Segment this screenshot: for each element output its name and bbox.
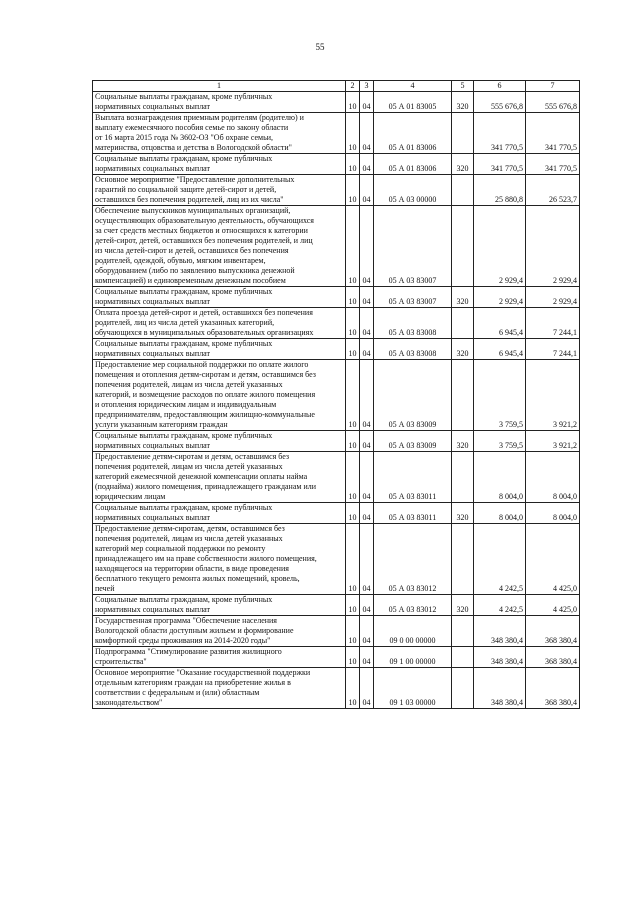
table-row (93, 668, 580, 709)
row-description-text: Социальные выплаты гражданам, кроме публичных нормативных социальных выплат (95, 339, 273, 358)
row-description-text: Социальные выплаты гражданам, кроме публичных нормативных социальных выплат (95, 287, 273, 306)
row-expense-type (452, 175, 474, 206)
row-subsection: 04 (360, 431, 374, 452)
header-cell-3: 3 (360, 81, 374, 92)
table-body (93, 81, 580, 709)
row-section: 10 (346, 308, 360, 339)
row-description (93, 206, 346, 287)
row-subsection: 04 (360, 503, 374, 524)
row-description (93, 647, 346, 668)
row-section: 10 (346, 154, 360, 175)
row-description-text: Подпрограмма "Стимулирование развития жилищного строительства" (95, 647, 282, 666)
row-description-text: Государственная программа "Обеспечение населения Вологодской области доступным жильем и формирование комфортной среды проживания на 2014-2020 годы" (95, 616, 294, 645)
row-section: 10 (346, 206, 360, 287)
row-description-text: Оплата проезда детей-сирот и детей, оставшихся без попечения родителей, лиц из числа детей указанных категорий, обучающихся в муниципальных образовательных организациях (95, 308, 314, 337)
row-section: 10 (346, 339, 360, 360)
row-expense-type (452, 206, 474, 287)
row-amount-col7: 2 929,4 (526, 206, 580, 287)
table-row (93, 595, 580, 616)
row-expense-type (452, 360, 474, 431)
row-amount-col6: 348 380,4 (474, 668, 526, 709)
row-description (93, 308, 346, 339)
row-amount-col6: 555 676,8 (474, 92, 526, 113)
row-target-code: 05 А 01 83006 (374, 113, 452, 154)
row-subsection: 04 (360, 595, 374, 616)
table-row (93, 206, 580, 287)
row-description (93, 339, 346, 360)
row-section: 10 (346, 113, 360, 154)
row-description (93, 503, 346, 524)
table-row (93, 452, 580, 503)
row-description-text: Социальные выплаты гражданам, кроме публичных нормативных социальных выплат (95, 154, 273, 173)
row-section: 10 (346, 503, 360, 524)
row-subsection: 04 (360, 206, 374, 287)
table-row (93, 287, 580, 308)
row-section: 10 (346, 595, 360, 616)
row-target-code: 05 А 03 83009 (374, 431, 452, 452)
row-description (93, 154, 346, 175)
row-target-code: 09 0 00 00000 (374, 616, 452, 647)
row-expense-type: 320 (452, 154, 474, 175)
row-section: 10 (346, 360, 360, 431)
row-description-text: Предоставление детям-сиротам и детям, оставшимся без попечения родителей, лицам из числа детей указанных категорий ежемесячной денежной компенсации оплаты найма (поднайма) жилого помещения, принадлежащего гражданам или юридическим лицам (95, 452, 317, 501)
table-header-row (93, 81, 580, 92)
row-amount-col7: 368 380,4 (526, 616, 580, 647)
page-number: 55 (315, 42, 325, 52)
row-expense-type: 320 (452, 339, 474, 360)
row-amount-col7: 8 004,0 (526, 452, 580, 503)
row-description (93, 431, 346, 452)
table-row (93, 647, 580, 668)
row-section: 10 (346, 92, 360, 113)
row-target-code: 05 А 03 83011 (374, 452, 452, 503)
row-description (93, 175, 346, 206)
row-subsection: 04 (360, 339, 374, 360)
row-amount-col6: 25 880,8 (474, 175, 526, 206)
table-row (93, 175, 580, 206)
row-amount-col6: 8 004,0 (474, 503, 526, 524)
row-subsection: 04 (360, 113, 374, 154)
row-amount-col6: 6 945,4 (474, 339, 526, 360)
row-section: 10 (346, 287, 360, 308)
row-expense-type (452, 113, 474, 154)
row-section: 10 (346, 452, 360, 503)
row-description-text: Выплата вознаграждения приемным родителям (родителю) и выплату ежемесячного пособия семье по закону области от 16 марта 2015 года № 3602-ОЗ "Об охране семьи, материнства, отцовства и детства в Вологодской области" (95, 113, 304, 152)
row-expense-type (452, 616, 474, 647)
table-row (93, 92, 580, 113)
row-amount-col6: 2 929,4 (474, 206, 526, 287)
row-section: 10 (346, 524, 360, 595)
row-expense-type (452, 308, 474, 339)
row-description-text: Основное мероприятие "Предоставление дополнительных гарантий по социальной защите детей-сирот и детей, оставшихся без попечения родителей, лиц из их числа" (95, 175, 295, 204)
header-cell-7: 7 (526, 81, 580, 92)
row-target-code: 05 А 03 83012 (374, 595, 452, 616)
row-amount-col6: 341 770,5 (474, 154, 526, 175)
row-amount-col7: 341 770,5 (526, 113, 580, 154)
row-amount-col7: 3 921,2 (526, 360, 580, 431)
row-description (93, 287, 346, 308)
row-expense-type: 320 (452, 92, 474, 113)
row-amount-col6: 2 929,4 (474, 287, 526, 308)
row-expense-type (452, 452, 474, 503)
header-cell-1: 1 (93, 81, 346, 92)
row-amount-col6: 4 242,5 (474, 524, 526, 595)
table-row (93, 308, 580, 339)
header-cell-4: 4 (374, 81, 452, 92)
row-description-text: Социальные выплаты гражданам, кроме публичных нормативных социальных выплат (95, 431, 273, 450)
row-section: 10 (346, 616, 360, 647)
row-expense-type (452, 668, 474, 709)
row-section: 10 (346, 668, 360, 709)
table-row (93, 113, 580, 154)
row-target-code: 05 А 03 83012 (374, 524, 452, 595)
row-description-text: Социальные выплаты гражданам, кроме публичных нормативных социальных выплат (95, 92, 273, 111)
row-amount-col7: 7 244,1 (526, 308, 580, 339)
row-target-code: 09 1 00 00000 (374, 647, 452, 668)
row-description (93, 452, 346, 503)
row-subsection: 04 (360, 452, 374, 503)
row-target-code: 05 А 03 83007 (374, 287, 452, 308)
row-amount-col6: 3 759,5 (474, 360, 526, 431)
row-expense-type: 320 (452, 431, 474, 452)
row-amount-col7: 341 770,5 (526, 154, 580, 175)
table-row (93, 503, 580, 524)
row-target-code: 05 А 03 83011 (374, 503, 452, 524)
table-row (93, 431, 580, 452)
table-row (93, 524, 580, 595)
row-description-text: Предоставление детям-сиротам, детям, оставшимся без попечения родителей, лицам из числа детей указанных категорий мер социальной поддержки по ремонту принадлежащего им на праве собственности жилого помещения, находящегося на территории области, в виде проведения бесплатного текущего ремонта жилых помещений, кровель, печей (95, 524, 317, 593)
row-amount-col7: 4 425,0 (526, 524, 580, 595)
row-subsection: 04 (360, 92, 374, 113)
row-description (93, 668, 346, 709)
header-cell-5: 5 (452, 81, 474, 92)
table-row (93, 616, 580, 647)
row-section: 10 (346, 431, 360, 452)
row-description (93, 92, 346, 113)
row-subsection: 04 (360, 175, 374, 206)
row-subsection: 04 (360, 154, 374, 175)
row-description-text: Обеспечение выпускников муниципальных организаций, осуществляющих образовательную деятельность, обучающихся за счет средств местных бюджетов и относящихся к категории детей-сирот, детей, оставшихся без попечения родителей, и лиц из числа детей-сирот и детей, оставшихся без попечения родителей, одеждой, обувью, мягким инвентарем, оборудованием (либо по заявлению выпускника денежной компенсацией) и единовременным денежным пособием (95, 206, 314, 285)
table-row (93, 154, 580, 175)
row-amount-col7: 26 523,7 (526, 175, 580, 206)
table-row (93, 360, 580, 431)
row-target-code: 05 А 03 83008 (374, 308, 452, 339)
row-amount-col6: 348 380,4 (474, 647, 526, 668)
row-amount-col7: 368 380,4 (526, 647, 580, 668)
row-amount-col6: 341 770,5 (474, 113, 526, 154)
row-expense-type: 320 (452, 287, 474, 308)
row-target-code: 05 А 01 83005 (374, 92, 452, 113)
row-section: 10 (346, 647, 360, 668)
row-amount-col6: 348 380,4 (474, 616, 526, 647)
row-description-text: Социальные выплаты гражданам, кроме публичных нормативных социальных выплат (95, 503, 273, 522)
row-section: 10 (346, 175, 360, 206)
row-target-code: 05 А 03 83009 (374, 360, 452, 431)
row-amount-col7: 3 921,2 (526, 431, 580, 452)
table-row (93, 339, 580, 360)
row-subsection: 04 (360, 287, 374, 308)
row-description (93, 113, 346, 154)
row-amount-col7: 368 380,4 (526, 668, 580, 709)
row-expense-type: 320 (452, 595, 474, 616)
header-cell-6: 6 (474, 81, 526, 92)
row-subsection: 04 (360, 616, 374, 647)
row-subsection: 04 (360, 647, 374, 668)
row-subsection: 04 (360, 360, 374, 431)
row-amount-col6: 3 759,5 (474, 431, 526, 452)
row-amount-col7: 8 004,0 (526, 503, 580, 524)
row-description (93, 616, 346, 647)
row-amount-col7: 2 929,4 (526, 287, 580, 308)
row-amount-col6: 6 945,4 (474, 308, 526, 339)
row-subsection: 04 (360, 524, 374, 595)
row-description (93, 524, 346, 595)
row-amount-col7: 4 425,0 (526, 595, 580, 616)
row-description (93, 595, 346, 616)
row-description-text: Основное мероприятие "Оказание государственной поддержки отдельным категориям граждан на приобретение жилья в соответствии с федеральным и (или) областным законодательством" (95, 668, 311, 707)
row-amount-col7: 555 676,8 (526, 92, 580, 113)
row-description-text: Предоставление мер социальной поддержки по оплате жилого помещения и отопления детям-сиротам и детям, оставшимся без попечения родителей, лицам из числа детей указанных категорий, и возмещение расходов по оплате жилого помещения и отопления юридическим лицам и индивидуальным предпринимателям, предоставляющим жилищно-коммунальные услуги указанным категориям граждан (95, 360, 316, 429)
row-expense-type (452, 524, 474, 595)
row-amount-col6: 8 004,0 (474, 452, 526, 503)
row-target-code: 09 1 03 00000 (374, 668, 452, 709)
row-target-code: 05 А 03 00000 (374, 175, 452, 206)
row-amount-col6: 4 242,5 (474, 595, 526, 616)
row-expense-type (452, 647, 474, 668)
header-cell-2: 2 (346, 81, 360, 92)
row-description-text: Социальные выплаты гражданам, кроме публичных нормативных социальных выплат (95, 595, 273, 614)
row-target-code: 05 А 03 83007 (374, 206, 452, 287)
row-target-code: 05 А 01 83006 (374, 154, 452, 175)
row-expense-type: 320 (452, 503, 474, 524)
row-description (93, 360, 346, 431)
row-amount-col7: 7 244,1 (526, 339, 580, 360)
row-subsection: 04 (360, 308, 374, 339)
row-target-code: 05 А 03 83008 (374, 339, 452, 360)
budget-table (92, 80, 580, 709)
row-subsection: 04 (360, 668, 374, 709)
